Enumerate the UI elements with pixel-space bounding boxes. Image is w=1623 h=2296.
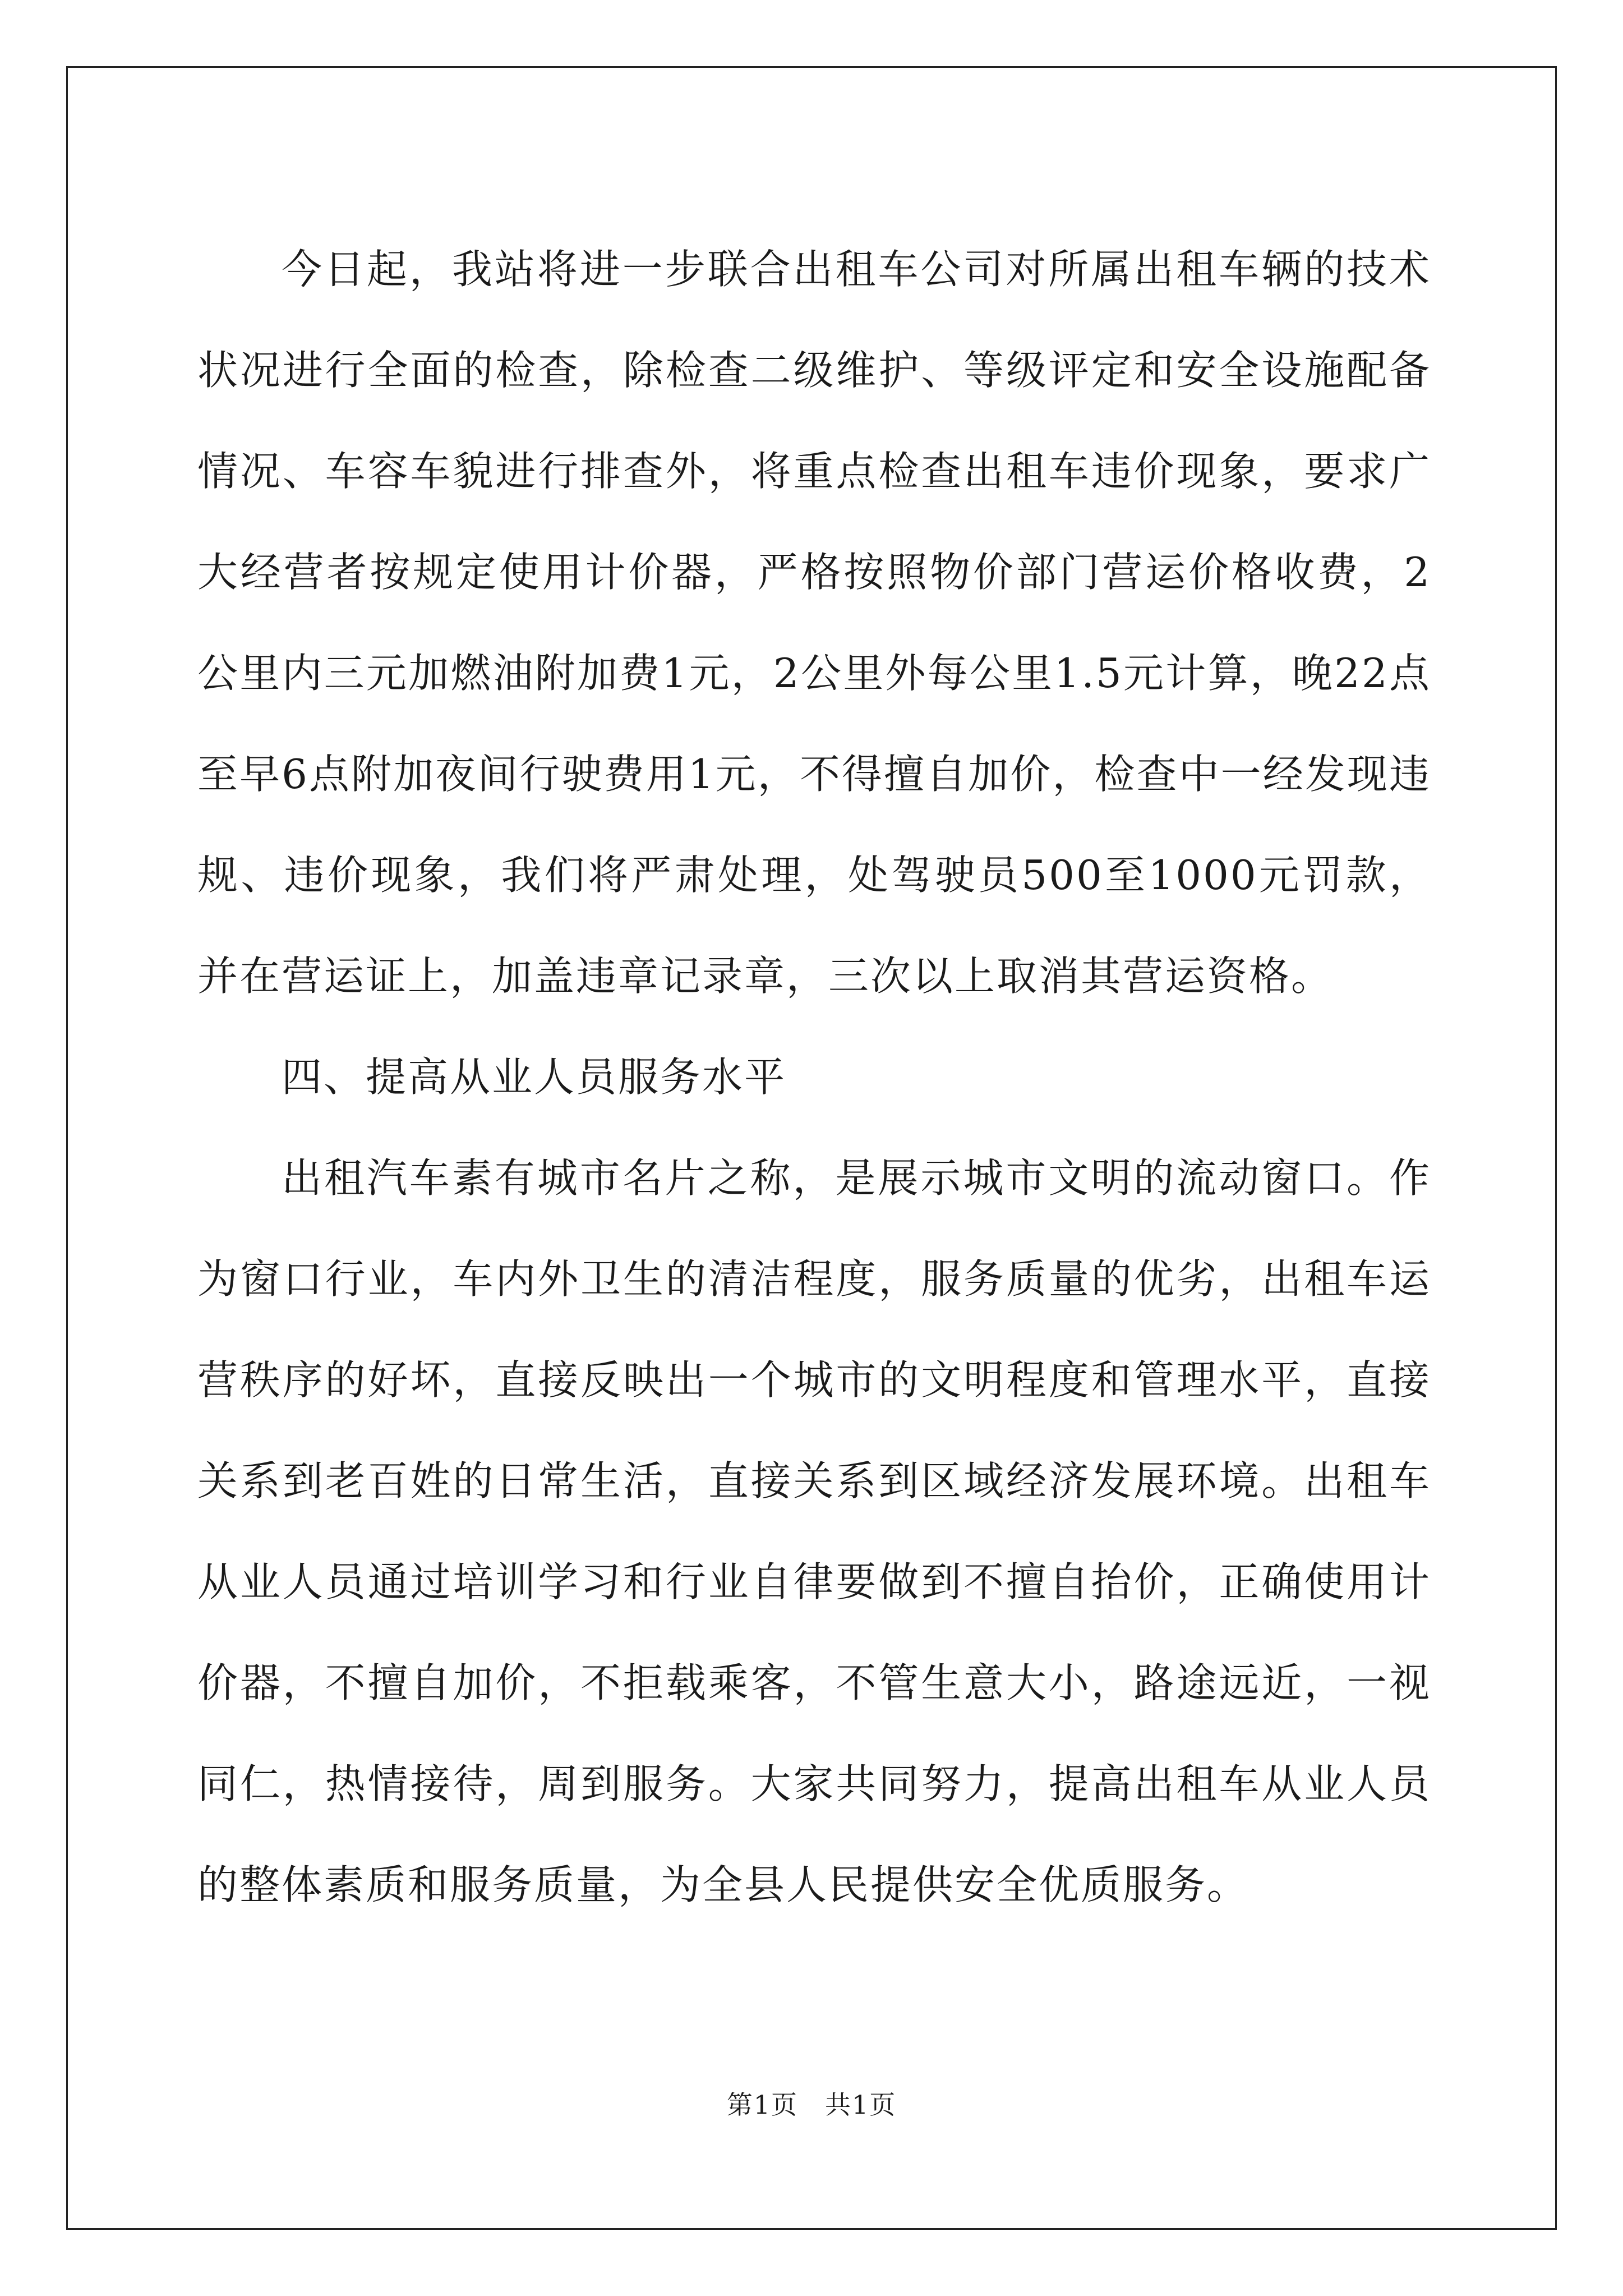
page-number-footer: 第1页 共1页 bbox=[726, 2090, 897, 2120]
document-body bbox=[197, 219, 1431, 1935]
paragraph-service: 出租汽车素有城市名片之称，是展示城市文明的流动窗口。作为窗口行业，车内外卫生的清洁程度，服务质量的优劣，出租车运营秩序的好坏，直接反映出一个城市的文明程度和管理水平，直接关系到老百姓的日常生活，直接关系到区域经济发展环境。出租车从业人员通过培训学习和行业自律要做到不擅自抬价，正确使用计价器，不擅自加价，不拒载乘客，不管生意大小，路途远近，一视同仁，热情接待，周到服务。大家共同努力，提高出租车从业人员的整体素质和服务质量，为全县人民提供安全优质服务。 bbox=[197, 1154, 1431, 1908]
paragraph-inspection: 今日起，我站将进一步联合出租车公司对所属出租车辆的技术状况进行全面的检查，除检查二级维护、等级评定和安全设施配备情况、车容车貌进行排查外，将重点检查出租车违价现象，要求广大经营者按规定使用计价器，严格按照物价部门营运价格收费，2公里内三元加燃油附加费1元，2公里外每公里1.5元计算，晚22点至早6点附加夜间行驶费用1元，不得擅自加价，检查中一经发现违规、违价现象，我们将严肃处理，处驾驶员500至1000元罚款，并在营运证上，加盖违章记录章，三次以上取消其营运资格。 bbox=[197, 246, 1431, 1000]
section-heading-service: 四、提高从业人员服务水平 bbox=[282, 1053, 787, 1101]
